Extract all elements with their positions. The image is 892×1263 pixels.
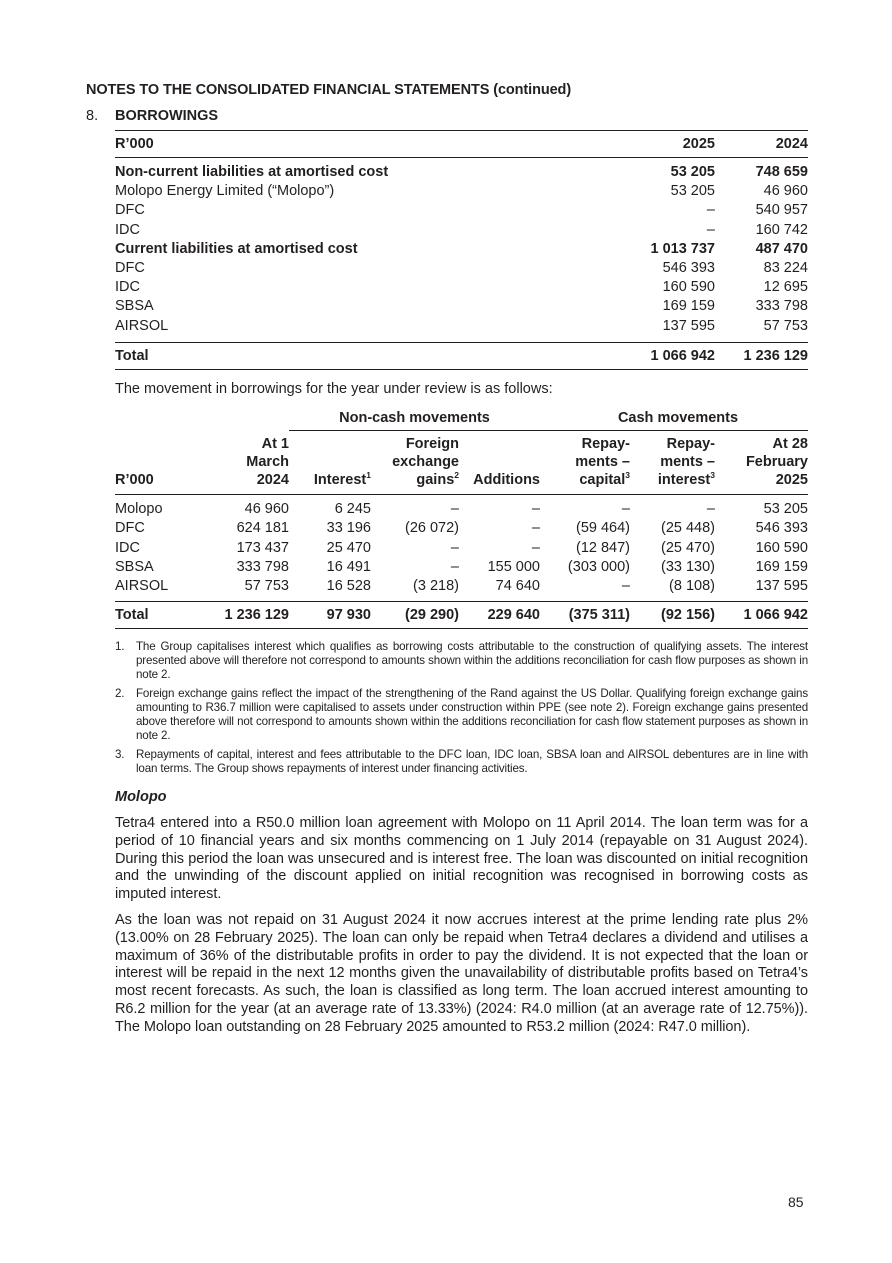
table-row [115, 278, 808, 297]
col-header-label: R’000 [115, 131, 575, 158]
cell-fx: – [450, 501, 459, 517]
footnote-number: 1. [115, 640, 125, 653]
row-label: DFC [115, 520, 145, 537]
value-2024: 83 224 [763, 260, 808, 277]
table-row [115, 558, 808, 577]
footnote-text: Repayments of capital, interest and fees attributable to the DFC loan, IDC loan, SBSA loan and AIRSOL debentures are in line with loan terms. The Group shows repayments of interest under financing activities. [136, 748, 808, 775]
cell-fx: (3 218) [413, 578, 459, 595]
table-row [115, 539, 808, 558]
cell-opening: 173 437 [236, 539, 289, 556]
cell-additions: – [531, 539, 540, 556]
row-label: Molopo Energy Limited (“Molopo”) [115, 183, 335, 200]
table-row [115, 158, 808, 183]
group-noncash: Non-cash movements [289, 406, 540, 431]
table-row [115, 259, 808, 278]
table-row [115, 577, 808, 596]
value-2025: 137 595 [662, 317, 715, 334]
value-2025: 546 393 [662, 260, 715, 277]
col-header-label: R’000 [115, 431, 195, 495]
row-label: DFC [115, 260, 145, 277]
value-2025: 160 590 [662, 279, 715, 296]
col-header-fx-gains: Foreign exchange gains$^2$ [371, 431, 459, 495]
total-label: Total [115, 602, 195, 629]
row-label: IDC [115, 539, 140, 556]
footnote [115, 748, 808, 776]
row-label: Non-current liabilities at amortised cost [115, 164, 389, 180]
value-2025: – [706, 202, 715, 219]
footnote-number: 3. [115, 748, 125, 761]
cell-repay-capital: – [621, 578, 630, 595]
row-label: Current liabilities at amortised cost [115, 240, 358, 257]
group-cash: Cash movements [540, 406, 808, 431]
page-number: 85 [788, 1194, 804, 1210]
cell-additions: 74 640 [495, 578, 540, 595]
value-2024: 57 753 [763, 317, 808, 334]
col-header-interest: Interest$^1$ [289, 431, 371, 495]
row-label: IDC [115, 221, 140, 238]
cell-interest: 16 528 [326, 578, 371, 595]
table-row [115, 201, 808, 220]
cell-fx: – [450, 558, 459, 575]
footnote-number: 2. [115, 687, 125, 700]
cell-repay-capital: (303 000) [567, 558, 630, 575]
cell-repay-capital: (59 464) [575, 520, 630, 537]
value-2025: 53 205 [670, 183, 715, 200]
row-label: SBSA [115, 298, 154, 315]
col-header-repay-capital: Repay- ments – capital$^3$ [540, 431, 630, 495]
total-2024: 1 236 129 [723, 342, 808, 369]
value-2024: 333 798 [755, 298, 808, 315]
value-2024: 12 695 [763, 279, 808, 296]
total-additions: 229 640 [459, 602, 540, 629]
cell-additions: – [531, 501, 540, 517]
cell-closing: 53 205 [763, 501, 808, 517]
total-repay-capital: (375 311) [540, 602, 630, 629]
table-row [115, 519, 808, 538]
cell-opening: 333 798 [236, 558, 289, 575]
footnote-text: The Group capitalises interest which qualifies as borrowing costs attributable to the construction of qualifying assets. The interest presented above will therefore not correspond to amounts shown within the additions reconciliation for cash flow purposes as shown in note 2. [136, 640, 808, 681]
value-2025: 169 159 [662, 298, 715, 315]
value-2025: – [706, 221, 715, 238]
total-label: Total [115, 342, 575, 369]
row-label: AIRSOL [115, 317, 169, 334]
cell-closing: 169 159 [755, 558, 808, 575]
row-label: SBSA [115, 558, 154, 575]
total-interest: 97 930 [289, 602, 371, 629]
column-header-row [115, 431, 808, 495]
col-header-closing: At 28 February 2025 [715, 431, 808, 495]
cell-interest: 16 491 [326, 558, 371, 575]
cell-interest: 33 196 [326, 520, 371, 537]
value-2024: 748 659 [755, 164, 808, 180]
section-heading [86, 108, 218, 124]
row-label: AIRSOL [115, 578, 169, 595]
table-row [115, 297, 808, 316]
table-row [115, 221, 808, 240]
table-header-row [115, 131, 808, 158]
movement-intro: The movement in borrowings for the year under review is as follows: [115, 381, 553, 397]
table-row [115, 240, 808, 259]
cell-repay-interest: (33 130) [660, 558, 715, 575]
cell-repay-capital: (12 847) [575, 539, 630, 556]
cell-opening: 46 960 [244, 501, 289, 517]
page-heading: NOTES TO THE CONSOLIDATED FINANCIAL STATEMENTS (continued) [86, 82, 572, 98]
total-row [115, 602, 808, 629]
total-opening: 1 236 129 [195, 602, 289, 629]
total-2025: 1 066 942 [575, 342, 723, 369]
molopo-paragraph-2: As the loan was not repaid on 31 August 2024 it now accrues interest at the prime lending rate plus 2% (13.00% on 28 February 2025). The loan can only be repaid when Tetra4 declares a dividend and utilises a maximum of 36% of the distributable profits in order to pay the dividend. It is not expected that the loan or interest will be repaid in the next 12 months given the unavailability of distributable profits based on Tetra4’s most recent forecasts. As such, the loan is classified as long term. The loan accrued interest amounting to R6.2 million for the year (at an average rate of 13.33%) (2024: R4.0 million (at an average rate of 12.75%)). The Molopo loan outstanding on 28 February 2025 amounted to R53.2 million (2024: R47.0 million). [115, 912, 808, 1035]
table-row [115, 495, 808, 520]
col-header-repay-interest: Repay- ments – interest$^3$ [630, 431, 715, 495]
col-header-2024: 2024 [723, 131, 808, 158]
cell-closing: 160 590 [755, 539, 808, 556]
col-header-2025: 2025 [575, 131, 723, 158]
row-label: DFC [115, 202, 145, 219]
section-title: BORROWINGS [115, 108, 219, 124]
footnotes [115, 640, 808, 781]
total-closing: 1 066 942 [715, 602, 808, 629]
molopo-subheading: Molopo [115, 789, 167, 805]
row-label: Molopo [115, 501, 163, 517]
cell-repay-interest: – [706, 501, 715, 517]
group-header-row [115, 406, 808, 431]
total-row [115, 342, 808, 369]
value-2024: 46 960 [763, 183, 808, 200]
cell-interest: 6 245 [334, 501, 371, 517]
borrowings-table [115, 130, 808, 370]
cell-repay-interest: (25 470) [660, 539, 715, 556]
value-2025: 1 013 737 [650, 240, 715, 257]
row-label: IDC [115, 279, 140, 296]
col-header-additions: Additions [459, 431, 540, 495]
section-number: 8. [86, 108, 99, 124]
footnote [115, 640, 808, 682]
cell-closing: 137 595 [755, 578, 808, 595]
cell-fx: – [450, 539, 459, 556]
value-2024: 487 470 [755, 240, 808, 257]
table-row [115, 182, 808, 201]
cell-opening: 57 753 [244, 578, 289, 595]
molopo-paragraph-1: Tetra4 entered into a R50.0 million loan agreement with Molopo on 11 April 2014. The loan term was for a period of 10 financial years and six months commencing on 1 July 2014 (repayable on 31 August 2024). During this period the loan was unsecured and is interest free. The loan was discounted on initial recognition and the unwinding of the discount applied on initial recognition was recognised in borrowing costs as imputed interest. [115, 815, 808, 903]
total-fx: (29 290) [371, 602, 459, 629]
col-header-opening: At 1 March 2024 [195, 431, 289, 495]
cell-additions: – [531, 520, 540, 537]
table-row [115, 317, 808, 336]
footnote-text: Foreign exchange gains reflect the impact of the strengthening of the Rand against the US Dollar. Qualifying foreign exchange gains amounting to R36.7 million were capitalised to assets under construction within PPE (see note 2). Foreign exchange gains presented above therefore will not correspond to amounts shown within the additions reconciliation for cash flow statement purposes as shown in note 2. [136, 687, 808, 742]
cell-fx: (26 072) [404, 520, 459, 537]
cell-repay-interest: (8 108) [669, 578, 715, 595]
cell-opening: 624 181 [236, 520, 289, 537]
value-2025: 53 205 [670, 164, 715, 180]
cell-repay-interest: (25 448) [660, 520, 715, 537]
cell-interest: 25 470 [326, 539, 371, 556]
value-2024: 160 742 [755, 221, 808, 238]
footnote [115, 687, 808, 743]
cell-repay-capital: – [621, 501, 630, 517]
cell-additions: 155 000 [487, 558, 540, 575]
value-2024: 540 957 [755, 202, 808, 219]
total-repay-interest: (92 156) [630, 602, 715, 629]
movement-table [115, 406, 808, 629]
cell-closing: 546 393 [755, 520, 808, 537]
